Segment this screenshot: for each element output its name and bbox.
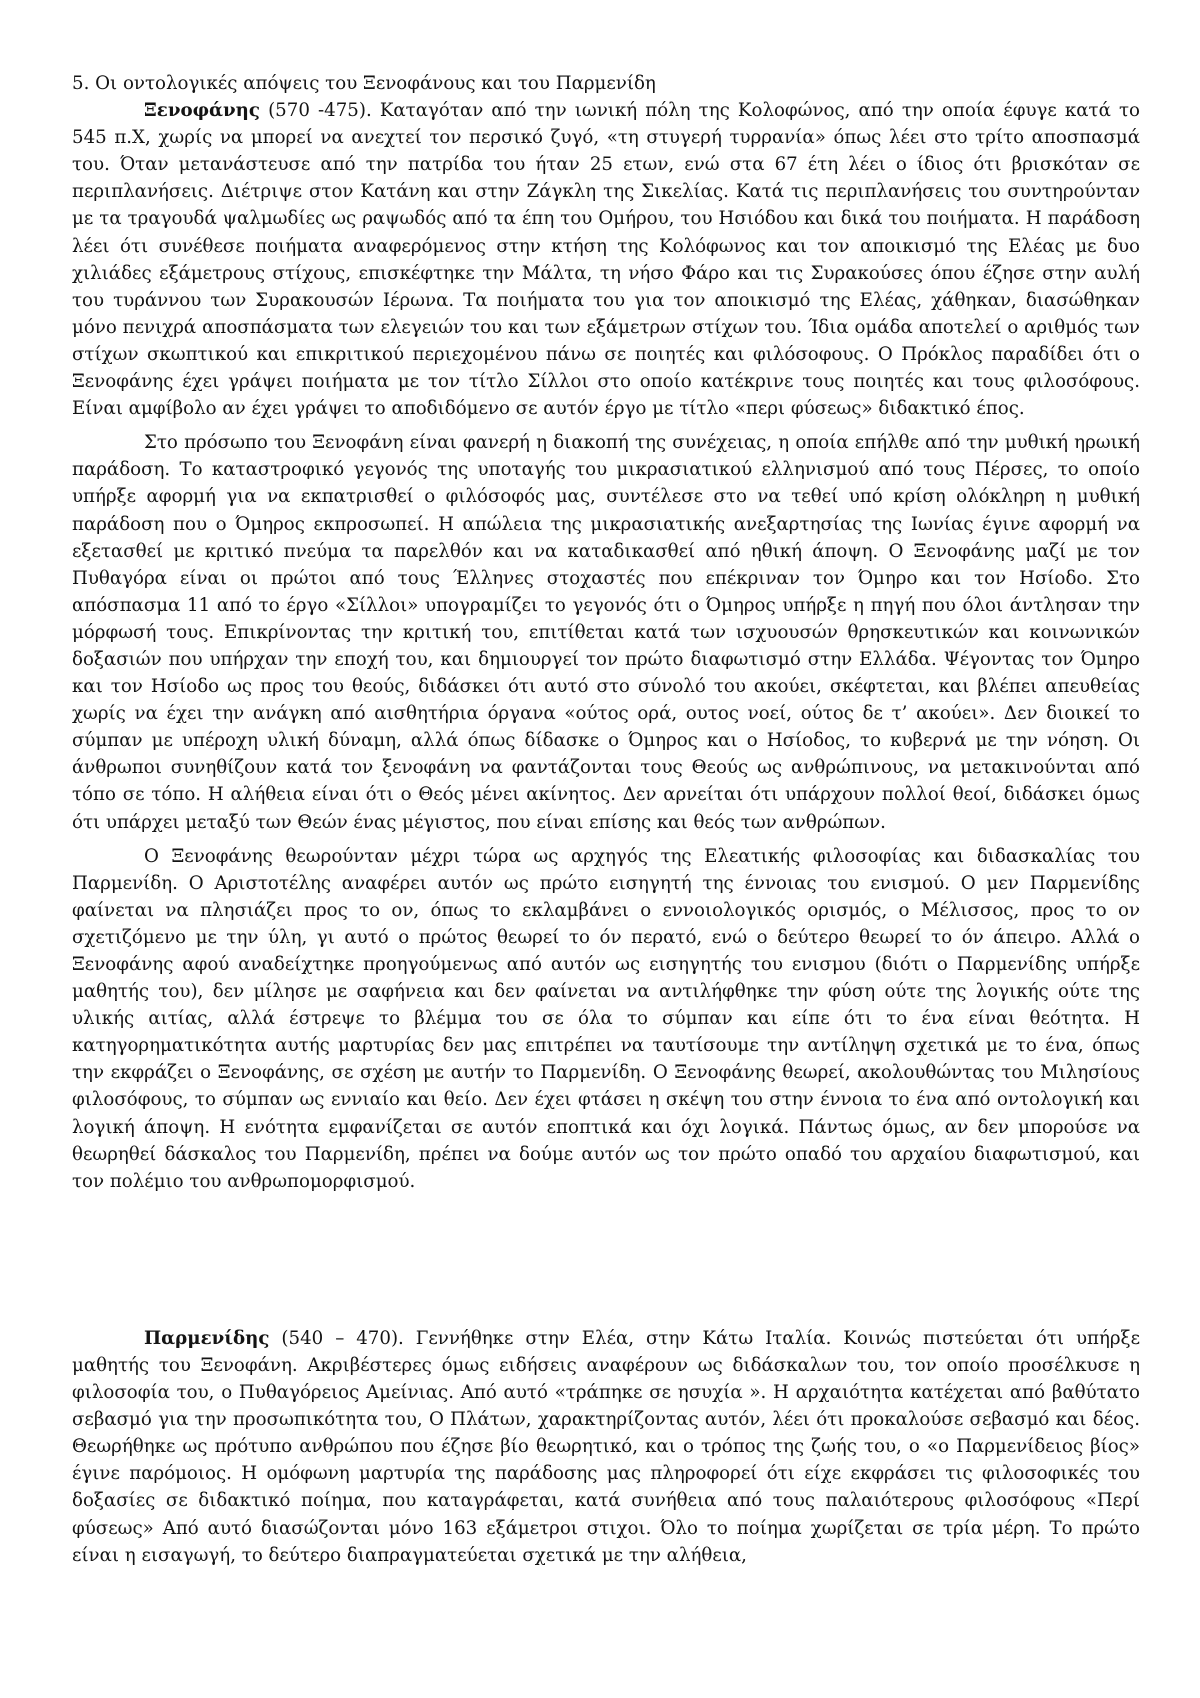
paragraph-text: (540 – 470). Γεννήθηκε στην Ελέα, στην Κάτω Ιταλία. Κοινώς πιστεύεται ότι υπήρξε μαθητής του Ξενοφάνη. Ακριβέστερες όμως ειδήσεις αναφέρουν ως διδάσκαλων του, τον οποίο προσέλκυσε η φιλοσοφία του, ο Πυθαγόρειος Αμείνιας. Από αυτό «τράπηκε σε ησυχία ». Η αρχαιότητα κατέχεται από βαθύτατο σεβασμό για την προσωπικότητα του, Ο Πλάτων, χαρακτηρίζοντας αυτόν, λέει ότι προκαλούσε σεβασμό και δέος. Θεωρήθηκε ως πρότυπο ανθρώπου που έζησε βίο θεωρητικό, και ο τρόπος της ζωής του, ο «ο Παρμενίδειος βίος» έγινε παρόμοιος. Η ομόφωνη μαρτυρία της παράδοσης μας πληροφορεί ότι είχε εκφράσει τις φιλοσοφικές του δοξασίες σε διδακτικό ποίημα, που καταγράφεται, κατά συνήθεια από τους παλαιότερους φιλοσόφους «Περί φύσεως» Από αυτό διασώζονται μόνο 163 εξάμετροι στιχοι. Όλο το ποίημα χωρίζεται σε τρία μέρη. Το πρώτο είναι η εισαγωγή, το δεύτερο διαπραγματεύεται σχετικά με την αλήθεια, bbox=[72, 1327, 1140, 1566]
name-parmenides: Παρμενίδης bbox=[144, 1327, 270, 1349]
document-page bbox=[72, 70, 1140, 1569]
paragraph-text: Ο Ξενοφάνης θεωρούνταν μέχρι τώρα ως αρχηγός της Ελεατικής φιλοσοφίας και διδασκαλίας του Παρμενίδη. Ο Αριστοτέλης αναφέρει αυτόν ως πρώτο εισηγητή της έννοιας του ενισμού. Ο μεν Παρμενίδης φαίνεται να πλησιάζει προς το ον, όπως το εκλαμβάνει ο εννοιολογικός ορισμός, ο Μέλισσος, προς το ον σχετιζόμενο με την ύλη, γι αυτό ο πρώτος θεωρεί το όν περατό, ενώ ο δεύτερο θεωρεί το όν άπειρο. Αλλά ο Ξενοφάνης αφού αναδείχτηκε προηγούμενως από αυτόν ως εισηγητής του ενισμου (διότι ο Παρμενίδης υπήρξε μαθητής του), δεν μίλησε με σαφήνεια και δεν φαίνεται να αντιλήφθηκε την φύση ούτε της λογικής ούτε της υλικής αιτίας, αλλά έστρεψε το βλέμμα του σε όλα το σύμπαν και είπε ότι το ένα είναι θεότητα. Η κατηγορηματικότητα αυτής μαρτυρίας δεν μας επιτρέπει να ταυτίσουμε την αντίληψη σχετικά με το ένα, όπως την εκφράζει ο Ξενοφάνης, σε σχέση με αυτήν το Παρμενίδη. Ο Ξενοφάνης θεωρεί, ακολουθώντας του Μιλησίους φιλοσόφους, το σύμπαν ως εννιαίο και θείο. Δεν έχει φτάσει η σκέψη του στην έννοια το ένα από οντολογική και λογική άποψη. Η ενότητα εμφανίζεται σε αυτόν εποπτικά και όχι λογικά. Πάντως όμως, αν δεν μπορούσε να θεωρηθεί δάσκαλος του Παρμενίδη, πρέπει να δούμε αυτόν ως τον πρώτο οπαδό του αρχαίου διαφωτισμού, και τον πολέμιο του ανθρωπομορφισμού. bbox=[72, 845, 1140, 1192]
paragraph-xenophanes-parmenides bbox=[72, 843, 1140, 1195]
paragraph-text: (570 -475). Καταγόταν από την ιωνική πόλη της Κολοφώνος, από την οποία έφυγε κατά το 545 π.Χ, χωρίς να μπορεί να ανεχτεί τον περσικό ζυγό, «τη στυγερή τυρρανία» όπως λέει στο τρίτο αποσπασμά του. Όταν μετανάστευσε από την πατρίδα του ήταν 25 ετων, ενώ στα 67 έτη λέει ο ίδιος ότι βρισκόταν σε περιπλανήσεις. Διέτριψε στον Κατάνη και στην Ζάγκλη της Σικελίας. Κατά τις περιπλανήσεις του συντηρούνταν με τα τραγουδά ψαλμωδίες ως ραψωδός από τα έπη του Ομήρου, του Ησιόδου και δικά του ποιήματα. Η παράδοση λέει ότι συνέθεσε ποιήματα αναφερόμενος στην κτήση της Κολόφωνος και τον αποικισμό της Ελέας με δυο χιλιάδες εξάμετρους στίχους, επισκέφτηκε την Μάλτα, τη νήσο Φάρο και τις Συρακούσες όπου έζησε στην αυλή του τυράννου των Συρακουσών Ιέρωνα. Τα ποιήματα του για τον αποικισμό της Ελέας, χάθηκαν, διασώθηκαν μόνο πενιχρά αποσπάσματα των ελεγειών του και των εξάμετρων στίχων του. Ίδια ομάδα αποτελεί ο αριθμός των στίχων σκωπτικού και επικριτικού περιεχομένου πάνω σε ποιητές και φιλόσοφους. Ο Πρόκλος παραδίδει ότι ο Ξενοφάνης έχει γράψει ποιήματα με τον τίτλο Σίλλοι στο οποίο κατέκρινε τους ποιητές και τους φιλοσόφους. Είναι αμφίβολο αν έχει γράψει το αποδιδόμενο σε αυτόν έργο με τίτλο «περι φύσεως» διδακτικό έπος. bbox=[72, 100, 1140, 420]
paragraph-text: Στο πρόσωπο του Ξενοφάνη είναι φανερή η διακοπή της συνέχειας, η οποία επήλθε από την μυθική ηρωική παράδοση. Το καταστροφικό γεγονός της υποταγής του μικρασιατικού ελληνισμού από τους Πέρσες, το οποίο υπήρξε αφορμή για να εκπατρισθεί ο φιλόσοφός μας, συντέλεσε στο να τεθεί υπό κρίση ολόκληρη η μυθική παράδοση που ο Όμηρος εκπροσωπεί. Η απώλεια της μικρασιατικής ανεξαρτησίας της Ιωνίας έγινε αφορμή να εξετασθεί με κριτικό πνεύμα τα παρελθόν και να καταδικασθεί από ηθική άποψη. Ο Ξενοφάνης μαζί με τον Πυθαγόρα είναι οι πρώτοι από τους Έλληνες στοχαστές που επέκριναν τον Όμηρο και τον Ησίοδο. Στο απόσπασμα 11 από το έργο «Σίλλοι» υπογραμίζει το γεγονός ότι ο Όμηρος υπήρξε η πηγή που όλοι άντλησαν την μόρφωσή τους. Επικρίνοντας την κριτική του, επιτίθεται κατά των ισχυουσών θρησκευτικών και κοινωνικών δοξασιών που υπήρχαν την εποχή του, και δημιουργεί τον πρώτο διαφωτισμό στην Ελλάδα. Ψέγοντας τον Όμηρο και τον Ησίοδο ως προς του θεούς, διδάσκει ότι αυτό στο σύνολό του ακούει, σκέφτεται, και βλέπει απευθείας χωρίς να έχει την ανάγκη από αισθητήρια όργανα «ούτος ορά, ουτος νοεί, ούτος δε τ’ ακούει». Δεν διοικεί το σύμπαν με υπέροχη υλική δύναμη, αλλά όπως δίδασκε ο Όμηρος και ο Ησίοδος, το κυβερνά με την νόηση. Οι άνθρωποι συνηθίζουν κατά τον ξενοφάνη να φαντάζονται τους Θεούς ως ανθρώπινους, να μετακινούνται από τόπο σε τόπο. Η αλήθεια είναι ότι ο Θεός μένει ακίνητος. Δεν αρνείται ότι υπάρχουν πολλοί θεοί, διδάσκει όμως ότι υπάρχει μεταξύ των Θεών ένας μέγιστος, που είναι επίσης και θεός των ανθρώπων. bbox=[72, 432, 1140, 833]
section-heading: 5. Οι οντολογικές απόψεις του Ξενοφάνους και του Παρμενίδη bbox=[72, 73, 656, 94]
paragraph-parmenides-bio bbox=[72, 1325, 1140, 1569]
name-xenophanes: Ξενοφάνης bbox=[144, 100, 260, 122]
paragraph-xenophanes-critique bbox=[72, 429, 1140, 835]
paragraph-xenophanes-bio bbox=[72, 97, 1140, 422]
